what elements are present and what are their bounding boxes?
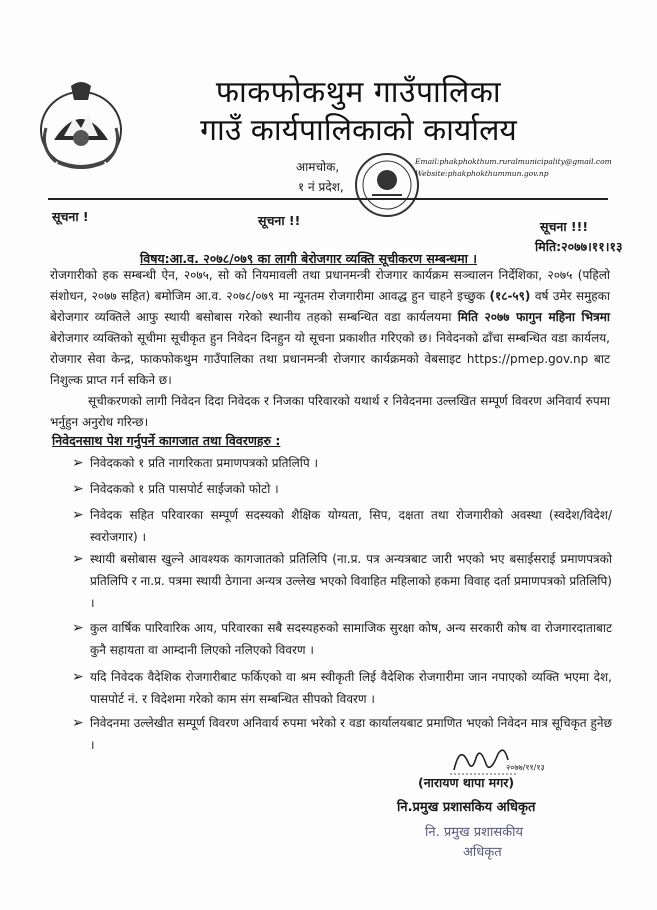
org-name: फाकफोकथुम गाउँपालिका <box>215 75 502 110</box>
arrow-bullet-icon: ➢ <box>72 481 84 497</box>
signatory-name: (नारायण थापा मगर) <box>418 775 515 790</box>
office-stamp-icon <box>352 150 422 220</box>
designation-stamp-line2: अधिकृत <box>463 845 502 860</box>
list-item: ➢ निवेदकको १ प्रति पासपोर्ट साईजको फोटो । <box>72 478 612 500</box>
notice-date: मिति:२०७७।११।१३ <box>535 239 623 254</box>
list-item: ➢ निवेदनमा उल्लेखीत सम्पूर्ण विवरण अनिवार्य रुपमा भरेको र वडा कार्यालयबाट प्रमाणित भएको निवेदन मात्र सूचिकृत हुनेछ । <box>72 712 612 756</box>
address-line1: आमचोक, <box>296 160 340 174</box>
arrow-bullet-icon: ➢ <box>72 507 84 523</box>
list-item: ➢ निवेदकको १ प्रति नागरिकता प्रमाणपत्रको प्रतिलिपि । <box>72 452 612 474</box>
arrow-bullet-icon: ➢ <box>72 455 84 471</box>
email-address: Email:phakphokthum.ruralmunicipality@gmail.com <box>415 157 612 166</box>
paragraph-2: सूचीकरणको लागी निवेदन दिदा निवेदक र निजका परिवारको यथार्थ र निवेदनमा उल्लखित सम्पूर्ण विवरण अनिवार्य रुपमा भर्नुहुन अनुरोध गरिन्छ। <box>50 394 610 429</box>
list-item: ➢ यदि निवेदक वैदेशिक रोजगारीबाट फर्किएको वा श्रम स्वीकृती लिई वैदेशिक रोजगारीमा जान नपाएको व्यक्ति भएमा देश, पासपोर्ट नं. र विदेशमा गरेको काम संग सम्बन्धित सीपको विवरण । <box>72 666 612 710</box>
arrow-bullet-icon: ➢ <box>72 620 84 636</box>
website-address: Website:phakphokthummun.gov.np <box>415 169 549 178</box>
svg-text:२०७७/११/१३: २०७७/११/१३ <box>506 763 545 772</box>
list-item: ➢ कुल वार्षिक पारिवारिक आय, परिवारका सबै सदस्यहरुको सामाजिक सुरक्षा कोष, अन्य सरकारी कोष वा रोजगारदाताबाट कुनै सहायता वा आम्दानी लिएको नलिएको विवरण । <box>72 617 612 661</box>
header-divider <box>48 198 608 200</box>
address-line2: १ नं प्रदेश, <box>298 180 344 194</box>
notice-label-center: सूचना !! <box>258 213 301 228</box>
notice-subject: विषय:आ.व. २०७८/०७९ का लागी बेरोजगार व्यक्ति सूचीकरण सम्बन्धमा । <box>140 251 477 266</box>
list-item: ➢ स्थायी बसोबास खुल्ने आवश्यक कागजातको प्रतिलिपि (ना.प्र. पत्र अन्यत्रबाट जारी भएको भए बसाईसराई प्रमाणपत्रको प्रतिलिपि र ना.प्र. पत्रमा स्थायी ठेगाना अन्यत्र उल्लेख भएको विवाहित महिलाको हकमा विवाह दर्ता प्रमाणपत्रको प्रतिलिपि) । <box>72 548 612 614</box>
paragraph-1: रोजगारीको हक सम्बन्धी ऐन, २०७५, सो को नियमावली तथा प्रधानमन्त्री रोजगार कार्यक्रम सञ्चालन निर्देशिका, २०७५ (पहिलो संशोधन, २०७७ सहित) बमोजिम आ.व. २०७८/०७९ मा न्यूनतम रोजगारीमा आवद्ध हुन चाहने इच्छुक (१८-५९) वर्ष उमेर समुहका बेरोजगार व्यक्तिले आफु स्थायी बसोबास गरेको स्थानीय तहको सम्बन्धित वडा कार्यलयमा मिति २०७७ फागुन महिना भित्रमा बेरोजगार व्यक्तिको सूचीमा सूचीकृत हुन निवेदन दिनहुन यो सूचना प्रकाशीत गरिएको छ। निवेदनको ढाँचा सम्बन्धित वडा कार्यलय, रोजगार सेवा केन्द्र, फाकफोकथुम गाउँपालिका तथा प्रधानमन्त्री रोजगार कार्यक्रमको वेबसाइट https://pmep.gov.np बाट निशुल्क प्राप्त गर्न सकिने छ। <box>50 268 610 387</box>
age-range: (१८-५९) <box>489 289 531 303</box>
documents-heading: निवेदनसाथ पेश गर्नुपर्ने कागजात तथा विवरणहरु : <box>52 433 281 448</box>
designation-stamp-line1: नि. प्रमुख प्रशासकीय <box>425 825 524 840</box>
list-item: ➢ निवेदक सहित परिवारका सम्पूर्ण सदस्यको शैक्षिक योग्यता, सिप, दक्षता तथा रोजगारीको अवस्था (स्वदेश/विदेश/स्वरोजगार) । <box>72 504 612 548</box>
arrow-bullet-icon: ➢ <box>72 715 84 731</box>
notice-body <box>50 265 610 433</box>
arrow-bullet-icon: ➢ <box>72 669 84 685</box>
notice-label-left: सूचना ! <box>52 209 89 224</box>
office-name: गाउँ कार्यपालिकाको कार्यालय <box>200 113 517 148</box>
signatory-designation: नि.प्रमुख प्रशासकिय अधिकृत <box>397 800 536 815</box>
notice-label-right: सूचना !!! <box>540 219 589 234</box>
arrow-bullet-icon: ➢ <box>72 551 84 567</box>
deadline: मिति २०७७ फागुन महिना भित्रमा <box>457 310 610 324</box>
